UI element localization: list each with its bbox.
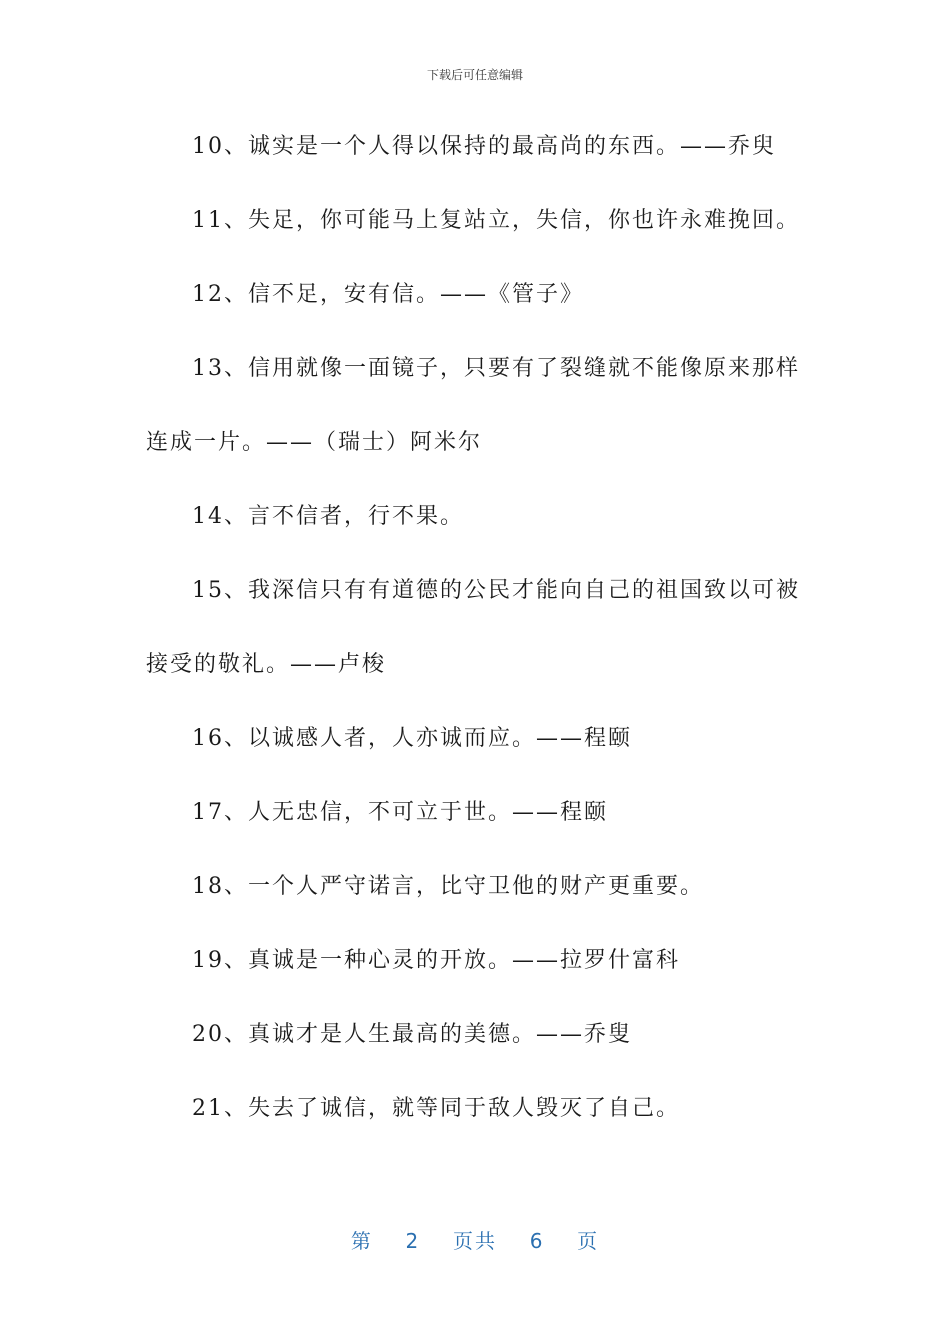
- quote-text: 13、信用就像一面镜子，只要有了裂缝就不能像原来那样: [192, 356, 800, 381]
- quote-item-10: [146, 128, 806, 165]
- quote-text: 16、以诚感人者，人亦诚而应。——程颐: [192, 726, 632, 751]
- quote-text: 17、人无忠信，不可立于世。——程颐: [192, 800, 608, 825]
- quote-text: 11、失足，你可能马上复站立，失信，你也许永难挽回。: [192, 208, 800, 233]
- quote-item-17: [146, 794, 806, 831]
- page-footer: [0, 1225, 950, 1254]
- quote-item-15: [146, 572, 806, 683]
- quote-continuation: 接受的敬礼。——卢梭: [146, 652, 387, 677]
- quote-item-13: [146, 350, 806, 461]
- quote-item-18: [146, 868, 806, 905]
- quote-item-21: [146, 1090, 806, 1127]
- quote-item-16: [146, 720, 806, 757]
- quote-text: 10、诚实是一个人得以保持的最高尚的东西。——乔臾: [192, 134, 776, 159]
- footer-prefix: 第: [350, 1229, 373, 1253]
- quote-item-12: [146, 276, 806, 313]
- footer-page-number: 2: [405, 1229, 421, 1253]
- quote-text: 20、真诚才是人生最高的美德。——乔叟: [192, 1022, 632, 1047]
- quote-list: [146, 128, 806, 1164]
- footer-total-pages: 6: [529, 1229, 545, 1253]
- quote-text: 14、言不信者，行不果。: [192, 504, 464, 529]
- footer-suffix: 页: [577, 1229, 600, 1253]
- quote-item-11: [146, 202, 806, 239]
- quote-text: 19、真诚是一种心灵的开放。——拉罗什富科: [192, 948, 680, 973]
- quote-text: 18、一个人严守诺言，比守卫他的财产更重要。: [192, 874, 704, 899]
- quote-text: 15、我深信只有有道德的公民才能向自己的祖国致以可被: [192, 578, 800, 603]
- quote-text: 12、信不足，安有信。——《管子》: [192, 282, 584, 307]
- quote-item-19: [146, 942, 806, 979]
- page-header: 下载后可任意编辑: [426, 68, 523, 82]
- quote-continuation: 连成一片。——（瑞士）阿米尔: [146, 430, 483, 455]
- quote-text: 21、失去了诚信，就等同于敌人毁灭了自己。: [192, 1096, 680, 1121]
- footer-middle: 页共: [453, 1229, 497, 1253]
- quote-item-20: [146, 1016, 806, 1053]
- quote-item-14: [146, 498, 806, 535]
